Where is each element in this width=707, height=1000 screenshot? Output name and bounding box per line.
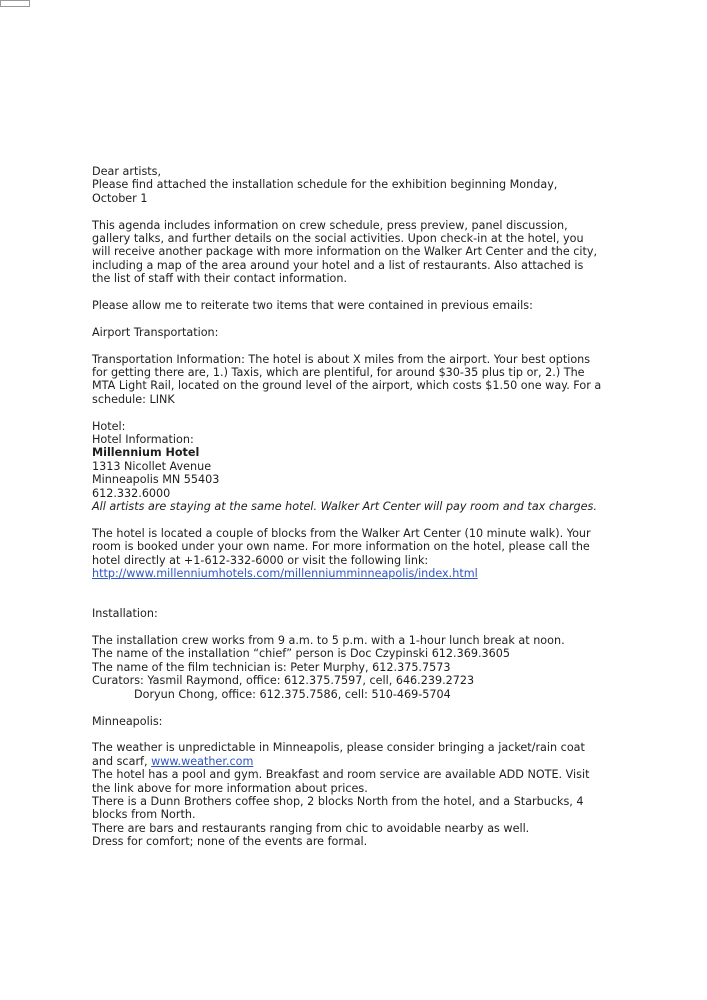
minneapolis-heading: Minneapolis: [92,714,163,728]
weather-paragraph [92,741,602,768]
scan-stamp [0,0,30,7]
hotel-note: All artists are staying at the same hotel. Walker Art Center will pay room and tax charges. [92,500,597,514]
airport-heading: Airport Transportation: [92,325,219,339]
installation-line: The installation crew works from 9 a.m. to 5 p.m. with a 1-hour lunch break at noon. [92,634,565,648]
greeting: Dear artists, [92,165,162,178]
minneapolis-line: Dress for comfort; none of the events are formal. [92,835,368,849]
letter-body [92,165,602,849]
hotel-phone: 612.332.6000 [92,486,171,500]
transport-paragraph: Transportation Information: The hotel is about X miles from the airport. Your best options for getting there are, 1.) Taxis, which are plentiful, for around $30-35 plus tip or, 2.) The MTA Light Rail, located on the ground level of the airport, which costs $1.50 one way. For a schedule: LINK [92,352,602,406]
installation-heading: Installation: [92,607,158,621]
hotel-address-line2: Minneapolis MN 55403 [92,473,220,487]
hotel-website-link[interactable]: http://www.millenniumhotels.com/millenniumminneapolis/index.html [92,567,478,581]
hotel-address-line1: 1313 Nicollet Avenue [92,459,212,473]
intro-paragraph: Please find attached the installation schedule for the exhibition beginning Monday, October 1 [92,178,558,205]
hotel-info-label: Hotel Information: [92,433,194,447]
minneapolis-line: The hotel has a pool and gym. Breakfast and room service are available ADD NOTE. Visit the link above for more information about prices. [92,768,590,795]
installation-line: The name of the installation “chief” person is Doc Czypinski 612.369.3605 [92,647,510,661]
minneapolis-line: There are bars and restaurants ranging from chic to avoidable nearby as well. [92,821,530,835]
hotel-name: Millennium Hotel [92,446,200,460]
installation-line: The name of the film technician is: Peter Murphy, 612.375.7573 [92,660,451,674]
weather-text: The weather is unpredictable in Minneapolis, please consider bringing a jacket/rain coat and scarf, [92,741,585,768]
hotel-heading: Hotel: [92,419,126,433]
minneapolis-line: There is a Dunn Brothers coffee shop, 2 blocks North from the hotel, and a Starbucks, 4 blocks from North. [92,794,584,822]
curator-second-line: Doryun Chong, office: 612.375.7586, cell: 510-469-5704 [134,687,451,701]
weather-link[interactable]: www.weather.com [151,754,254,768]
hotel-location-paragraph: The hotel is located a couple of blocks from the Walker Art Center (10 minute walk). Your room is booked under your own name. For more information on the hotel, please call the hotel directly at +1-612-332-6000 or visit the following link: [92,526,591,567]
agenda-paragraph: This agenda includes information on crew schedule, press preview, panel discussion, gallery talks, and further details on the social activities. Upon check-in at the hotel, you will receive another package with more information on the Walker Art Center and the city, including a map of the area around your hotel and a list of restaurants. Also attached is the list of staff with their contact information. [92,218,598,286]
installation-line: Curators: Yasmil Raymond, office: 612.375.7597, cell, 646.239.2723 [92,674,475,688]
reiterate-paragraph: Please allow me to reiterate two items that were contained in previous emails: [92,299,533,313]
